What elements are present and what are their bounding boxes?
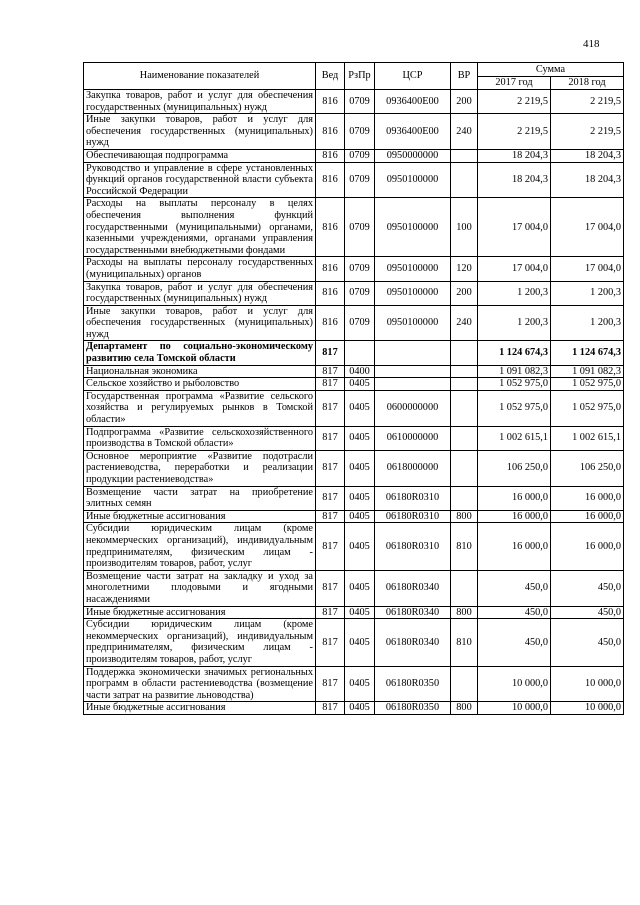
- row-rzpr: 0709: [345, 281, 375, 305]
- row-rzpr: 0405: [345, 702, 375, 715]
- row-csr: 0936400Е00: [375, 114, 451, 150]
- table-row: [84, 281, 624, 305]
- row-csr: 0610000000: [375, 426, 451, 450]
- row-ved: 816: [316, 149, 345, 162]
- row-sum-2018: 16 000,0: [551, 510, 624, 523]
- row-rzpr: 0405: [345, 523, 375, 570]
- table-row: [84, 606, 624, 619]
- row-name: Иные бюджетные ассигнования: [84, 510, 316, 523]
- row-vr: [451, 378, 478, 391]
- row-sum-2018: 1 052 975,0: [551, 378, 624, 391]
- row-sum-2018: 1 052 975,0: [551, 390, 624, 426]
- row-name: Возмещение части затрат на закладку и уход за многолетними плодовыми и ягодными насаждениями: [84, 570, 316, 606]
- row-ved: 817: [316, 619, 345, 666]
- row-vr: [451, 365, 478, 378]
- row-ved: 817: [316, 365, 345, 378]
- table-row: [84, 426, 624, 450]
- row-vr: 200: [451, 90, 478, 114]
- row-ved: 817: [316, 606, 345, 619]
- row-csr: 0936400Е00: [375, 90, 451, 114]
- row-name: Возмещение части затрат на приобретение элитных семян: [84, 486, 316, 510]
- table-body: [84, 90, 624, 715]
- row-sum-2017: 106 250,0: [478, 450, 551, 486]
- row-rzpr: 0709: [345, 257, 375, 281]
- table-row: [84, 666, 624, 702]
- row-rzpr: 0709: [345, 149, 375, 162]
- row-sum-2017: 10 000,0: [478, 702, 551, 715]
- row-csr: 06180R0350: [375, 666, 451, 702]
- table-row: [84, 149, 624, 162]
- row-csr: 0950000000: [375, 149, 451, 162]
- row-sum-2017: 450,0: [478, 570, 551, 606]
- row-vr: 240: [451, 114, 478, 150]
- row-sum-2018: 1 200,3: [551, 281, 624, 305]
- header-csr: ЦСР: [375, 63, 451, 90]
- row-vr: 810: [451, 619, 478, 666]
- row-csr: 06180R0310: [375, 523, 451, 570]
- page-number: 418: [583, 38, 600, 50]
- row-name: Руководство и управление в сфере установленных функций органов государственной власти субъекта Российской Федерации: [84, 162, 316, 198]
- row-sum-2017: 1 052 975,0: [478, 378, 551, 391]
- row-sum-2018: 450,0: [551, 606, 624, 619]
- row-sum-2018: 10 000,0: [551, 666, 624, 702]
- table-row: [84, 619, 624, 666]
- table-row: [84, 702, 624, 715]
- table-row: [84, 341, 624, 365]
- row-vr: [451, 341, 478, 365]
- row-sum-2018: 450,0: [551, 570, 624, 606]
- header-sum: Сумма: [478, 63, 624, 77]
- row-ved: 817: [316, 426, 345, 450]
- row-sum-2017: 10 000,0: [478, 666, 551, 702]
- row-name: Иные бюджетные ассигнования: [84, 606, 316, 619]
- row-name: Закупка товаров, работ и услуг для обеспечения государственных (муниципальных) нужд: [84, 281, 316, 305]
- row-ved: 817: [316, 341, 345, 365]
- table-row: [84, 570, 624, 606]
- row-sum-2018: 2 219,5: [551, 90, 624, 114]
- row-ved: 817: [316, 390, 345, 426]
- row-sum-2017: 450,0: [478, 606, 551, 619]
- row-vr: 240: [451, 305, 478, 341]
- row-name: Национальная экономика: [84, 365, 316, 378]
- header-2017: 2017 год: [478, 77, 551, 90]
- row-rzpr: 0405: [345, 486, 375, 510]
- row-csr: 0950100000: [375, 257, 451, 281]
- row-csr: 06180R0340: [375, 570, 451, 606]
- row-ved: 816: [316, 162, 345, 198]
- row-ved: 817: [316, 523, 345, 570]
- row-sum-2018: 1 124 674,3: [551, 341, 624, 365]
- row-name: Обеспечивающая подпрограмма: [84, 149, 316, 162]
- row-vr: 100: [451, 198, 478, 257]
- row-rzpr: 0400: [345, 365, 375, 378]
- row-name: Иные бюджетные ассигнования: [84, 702, 316, 715]
- row-ved: 817: [316, 570, 345, 606]
- row-name: Субсидии юридическим лицам (кроме некоммерческих организаций), индивидуальным предпринимателям, физическим лицам - производителям товаров, работ, услуг: [84, 523, 316, 570]
- header-vr: ВР: [451, 63, 478, 90]
- row-rzpr: 0405: [345, 619, 375, 666]
- row-sum-2017: 1 200,3: [478, 281, 551, 305]
- table-row: [84, 450, 624, 486]
- row-rzpr: 0405: [345, 606, 375, 619]
- row-rzpr: 0709: [345, 162, 375, 198]
- row-csr: 0950100000: [375, 281, 451, 305]
- row-csr: [375, 378, 451, 391]
- row-ved: 817: [316, 702, 345, 715]
- row-vr: 800: [451, 510, 478, 523]
- row-ved: 816: [316, 257, 345, 281]
- row-sum-2017: 17 004,0: [478, 198, 551, 257]
- header-2018: 2018 год: [551, 77, 624, 90]
- row-vr: [451, 570, 478, 606]
- row-sum-2017: 16 000,0: [478, 523, 551, 570]
- row-sum-2018: 18 204,3: [551, 149, 624, 162]
- row-rzpr: 0709: [345, 114, 375, 150]
- row-sum-2018: 106 250,0: [551, 450, 624, 486]
- table-row: [84, 90, 624, 114]
- row-sum-2018: 17 004,0: [551, 257, 624, 281]
- row-ved: 816: [316, 281, 345, 305]
- row-rzpr: 0709: [345, 305, 375, 341]
- row-name: Поддержка экономически значимых региональных программ в области растениеводства (возмещение части затрат на развитие льноводства): [84, 666, 316, 702]
- table-row: [84, 378, 624, 391]
- row-vr: [451, 390, 478, 426]
- row-vr: [451, 162, 478, 198]
- table-row: [84, 114, 624, 150]
- row-ved: 816: [316, 114, 345, 150]
- row-vr: 810: [451, 523, 478, 570]
- row-ved: 816: [316, 198, 345, 257]
- row-sum-2017: 2 219,5: [478, 114, 551, 150]
- row-rzpr: 0709: [345, 198, 375, 257]
- row-sum-2017: 1 002 615,1: [478, 426, 551, 450]
- row-sum-2017: 1 091 082,3: [478, 365, 551, 378]
- row-sum-2018: 2 219,5: [551, 114, 624, 150]
- row-sum-2017: 18 204,3: [478, 162, 551, 198]
- row-sum-2018: 17 004,0: [551, 198, 624, 257]
- row-ved: 817: [316, 510, 345, 523]
- row-sum-2018: 1 091 082,3: [551, 365, 624, 378]
- row-vr: [451, 426, 478, 450]
- table-row: [84, 523, 624, 570]
- row-rzpr: 0405: [345, 570, 375, 606]
- row-csr: 0950100000: [375, 162, 451, 198]
- row-sum-2017: 2 219,5: [478, 90, 551, 114]
- row-ved: 817: [316, 378, 345, 391]
- row-csr: 06180R0340: [375, 606, 451, 619]
- table-row: [84, 198, 624, 257]
- table-row: [84, 510, 624, 523]
- table-row: [84, 390, 624, 426]
- row-vr: 200: [451, 281, 478, 305]
- row-csr: [375, 365, 451, 378]
- row-csr: 06180R0310: [375, 510, 451, 523]
- budget-table: [83, 62, 624, 715]
- row-name: Сельское хозяйство и рыболовство: [84, 378, 316, 391]
- table-row: [84, 162, 624, 198]
- row-sum-2017: 18 204,3: [478, 149, 551, 162]
- row-sum-2017: 1 200,3: [478, 305, 551, 341]
- row-rzpr: 0405: [345, 666, 375, 702]
- row-name: Иные закупки товаров, работ и услуг для обеспечения государственных (муниципальных) нужд: [84, 305, 316, 341]
- row-vr: [451, 149, 478, 162]
- row-name: Субсидии юридическим лицам (кроме некоммерческих организаций), индивидуальным предпринимателям, физическим лицам - производителям товаров, работ, услуг: [84, 619, 316, 666]
- table-row: [84, 305, 624, 341]
- row-name: Основное мероприятие «Развитие подотрасли растениеводства, переработки и реализации продукции растениеводства»: [84, 450, 316, 486]
- row-ved: 817: [316, 486, 345, 510]
- row-sum-2017: 16 000,0: [478, 486, 551, 510]
- row-name: Расходы на выплаты персоналу в целях обеспечения выполнения функций государственными (муниципальными) органами, казенными учреждениями, органами управления государственными внебюджетными фондами: [84, 198, 316, 257]
- row-name: Закупка товаров, работ и услуг для обеспечения государственных (муниципальных) нужд: [84, 90, 316, 114]
- row-sum-2018: 1 002 615,1: [551, 426, 624, 450]
- row-vr: 120: [451, 257, 478, 281]
- row-sum-2018: 16 000,0: [551, 486, 624, 510]
- row-rzpr: 0405: [345, 426, 375, 450]
- row-sum-2018: 10 000,0: [551, 702, 624, 715]
- row-ved: 817: [316, 450, 345, 486]
- row-sum-2017: 16 000,0: [478, 510, 551, 523]
- row-sum-2017: 1 124 674,3: [478, 341, 551, 365]
- row-vr: 800: [451, 702, 478, 715]
- row-csr: 0618000000: [375, 450, 451, 486]
- header-rzpr: РзПр: [345, 63, 375, 90]
- row-vr: [451, 666, 478, 702]
- row-rzpr: 0405: [345, 378, 375, 391]
- row-rzpr: 0405: [345, 390, 375, 426]
- row-name: Департамент по социально-экономическому развитию села Томской области: [84, 341, 316, 365]
- row-vr: [451, 486, 478, 510]
- row-vr: [451, 450, 478, 486]
- header-name: Наименование показателей: [84, 63, 316, 90]
- row-sum-2018: 18 204,3: [551, 162, 624, 198]
- row-ved: 817: [316, 666, 345, 702]
- row-rzpr: 0405: [345, 510, 375, 523]
- row-csr: 06180R0350: [375, 702, 451, 715]
- row-ved: 816: [316, 305, 345, 341]
- row-csr: [375, 341, 451, 365]
- row-sum-2017: 17 004,0: [478, 257, 551, 281]
- row-name: Расходы на выплаты персоналу государственных (муниципальных) органов: [84, 257, 316, 281]
- row-sum-2018: 1 200,3: [551, 305, 624, 341]
- header-ved: Вед: [316, 63, 345, 90]
- row-csr: 0950100000: [375, 305, 451, 341]
- row-sum-2018: 450,0: [551, 619, 624, 666]
- table-row: [84, 486, 624, 510]
- row-vr: 800: [451, 606, 478, 619]
- row-name: Государственная программа «Развитие сельского хозяйства и регулируемых рынков в Томской области»: [84, 390, 316, 426]
- row-rzpr: 0405: [345, 450, 375, 486]
- row-rzpr: [345, 341, 375, 365]
- row-sum-2017: 1 052 975,0: [478, 390, 551, 426]
- row-name: Подпрограмма «Развитие сельскохозяйственного производства в Томской области»: [84, 426, 316, 450]
- row-rzpr: 0709: [345, 90, 375, 114]
- row-name: Иные закупки товаров, работ и услуг для обеспечения государственных (муниципальных) нужд: [84, 114, 316, 150]
- table-row: [84, 257, 624, 281]
- row-csr: 06180R0310: [375, 486, 451, 510]
- row-sum-2017: 450,0: [478, 619, 551, 666]
- table-row: [84, 365, 624, 378]
- row-csr: 06180R0340: [375, 619, 451, 666]
- row-csr: 0600000000: [375, 390, 451, 426]
- row-sum-2018: 16 000,0: [551, 523, 624, 570]
- row-ved: 816: [316, 90, 345, 114]
- row-csr: 0950100000: [375, 198, 451, 257]
